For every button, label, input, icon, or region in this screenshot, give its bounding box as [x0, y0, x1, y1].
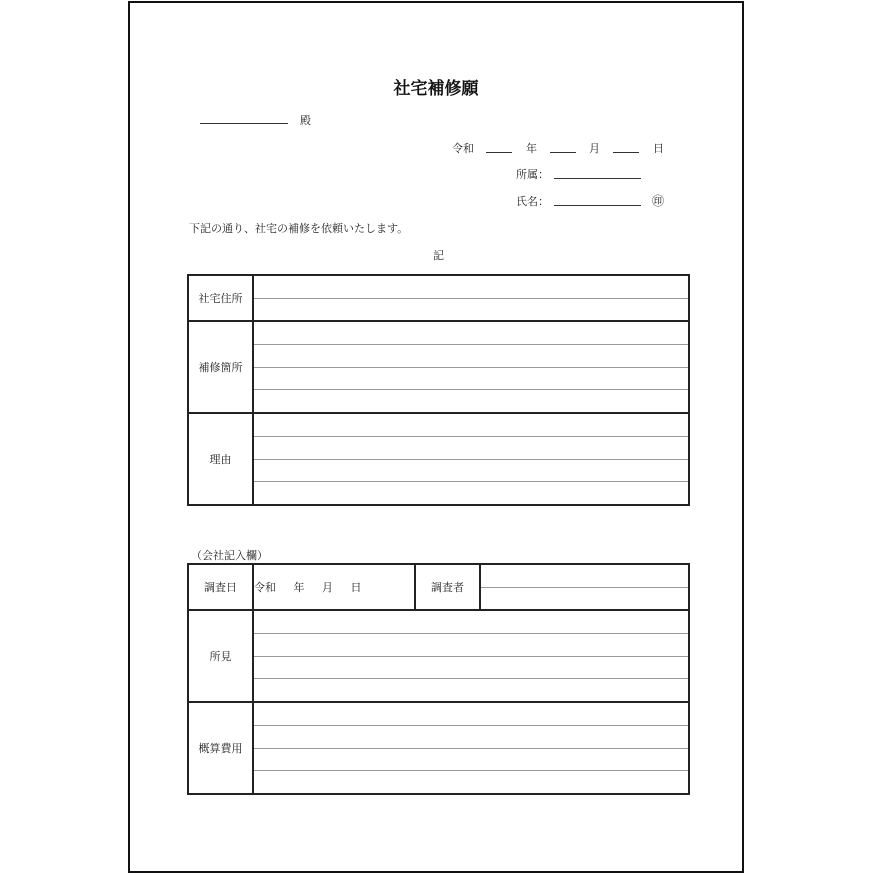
date-day-label: 日	[653, 142, 664, 155]
estimate-input[interactable]	[253, 702, 689, 794]
address-label: 社宅住所	[188, 275, 253, 321]
form-page	[128, 1, 744, 873]
date-year-label: 年	[526, 142, 537, 155]
document-title: 社宅補修願	[393, 79, 479, 99]
address-input[interactable]	[253, 275, 689, 321]
table-row	[188, 564, 689, 610]
affiliation-field[interactable]	[554, 178, 641, 179]
surveyor-label: 調査者	[415, 564, 480, 610]
survey-date-input[interactable]	[253, 564, 415, 610]
date-era: 令和	[452, 142, 474, 155]
reason-input[interactable]	[253, 413, 689, 505]
intro-text: 下記の通り、社宅の補修を依頼いたします。	[189, 222, 409, 235]
table-row	[188, 275, 689, 321]
addressee-suffix: 殿	[300, 114, 311, 127]
company-section-label: （会社記入欄）	[191, 549, 268, 562]
ki-heading: 記	[433, 249, 444, 262]
date-month-field[interactable]	[550, 152, 576, 153]
date-year-field[interactable]	[486, 152, 512, 153]
repair-location-input[interactable]	[253, 321, 689, 413]
seal-icon: ㊞	[652, 194, 665, 208]
affiliation-label: 所属：	[516, 168, 549, 181]
findings-label: 所見	[188, 610, 253, 702]
repair-location-label: 補修箇所	[188, 321, 253, 413]
survey-date-era: 令和	[254, 581, 276, 594]
table-row	[188, 610, 689, 702]
reason-label: 理由	[188, 413, 253, 505]
company-table	[187, 563, 690, 795]
table-row	[188, 413, 689, 505]
addressee-field[interactable]	[200, 123, 288, 124]
surveyor-input[interactable]	[480, 564, 689, 610]
name-field[interactable]	[554, 205, 641, 206]
table-row	[188, 702, 689, 794]
name-label: 氏名：	[516, 195, 549, 208]
table-row	[188, 321, 689, 413]
estimate-label: 概算費用	[188, 702, 253, 794]
survey-date-year: 年	[293, 581, 305, 594]
findings-input[interactable]	[253, 610, 689, 702]
survey-date-label: 調査日	[188, 564, 253, 610]
request-table	[187, 274, 690, 506]
survey-date-month: 月	[322, 581, 333, 594]
survey-date-day: 日	[350, 581, 362, 594]
date-month-label: 月	[589, 142, 600, 155]
date-day-field[interactable]	[613, 152, 639, 153]
